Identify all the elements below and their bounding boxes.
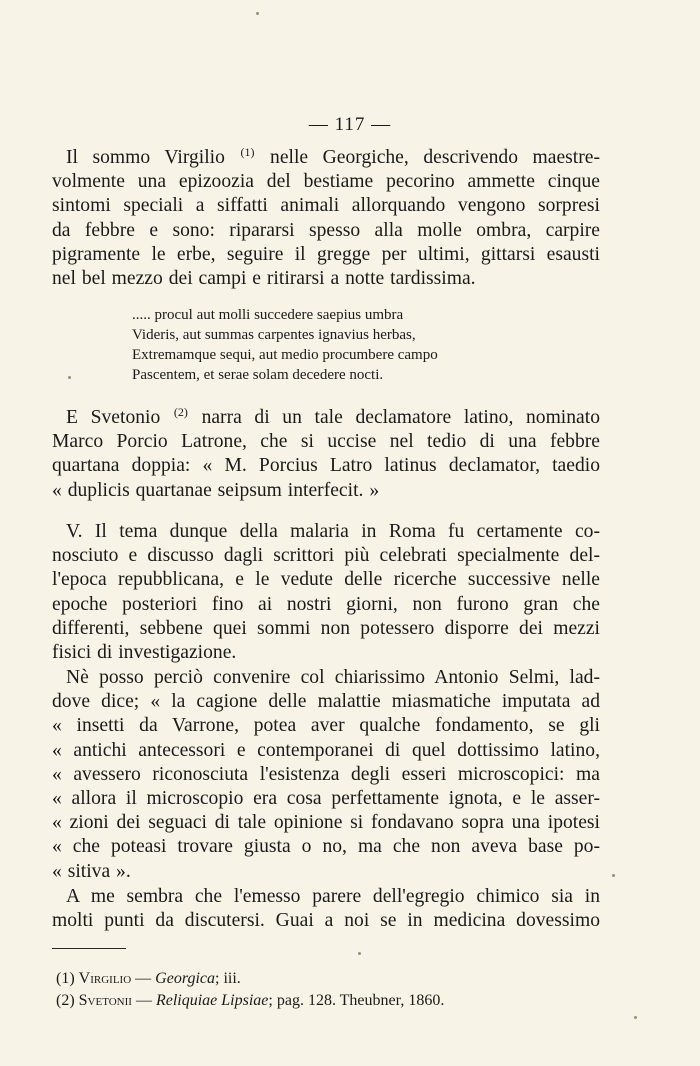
text-line: Il sommo Virgilio $^{(1)}$ nelle Georgiche, descrivendo maestre- <box>66 145 600 168</box>
text-line: l'epoca repubblicana, e le vedute delle ricerche successive nelle <box>52 569 600 591</box>
paper-speck <box>358 952 361 955</box>
text-line: quartana doppia: « M. Porcius Latro latinus declamator, taedio <box>52 455 600 477</box>
paper-speck <box>256 12 259 15</box>
paragraph-opinion <box>52 885 600 933</box>
text-line: molti punti da discutersi. Guai a noi se in medicina dovessimo <box>52 910 600 932</box>
footnotes <box>56 968 444 1012</box>
footnote-ref-1: (1) <box>240 145 255 159</box>
text-line: « allora il microscopio era cosa perfettamente ignota, e le asser- <box>52 788 600 810</box>
paragraph-selmi <box>52 666 600 884</box>
text-line: Marco Porcio Latrone, che si uccise nel tedio di una febbre <box>52 431 600 453</box>
text-line: nel bel mezzo dei campi e ritirarsi a notte tardissima. <box>52 268 476 290</box>
text-line: nosciuto e discusso dagli scrittori più celebrati specialmente del- <box>52 545 600 567</box>
text-line: « sitiva ». <box>52 860 131 882</box>
text-line: « antichi antecessori e contemporanei di quel dottissimo latino, <box>52 739 600 761</box>
footnote-1: (1) Virgilio — Georgica; iii. <box>56 970 241 987</box>
text-line: pigramente le erbe, seguire il gregge per ultimi, gittarsi esausti <box>52 243 600 265</box>
text-line: « insetti da Varrone, potea aver qualche fondamento, se gli <box>52 715 600 737</box>
verse-line: Pascentem, et serae solam decedere nocti. <box>132 367 384 383</box>
text-line: V. Il tema dunque della malaria in Roma fu certamente co- <box>66 521 600 542</box>
text-line: « zioni dei seguaci di tale opinione si fondavano sopra una ipotesi <box>52 812 600 834</box>
footnote-2: (2) Svetonii — Reliquiae Lipsiae; pag. 128. Theubner, 1860. <box>56 992 445 1009</box>
text-line: sintomi speciali a siffatti animali allorquando vengono sorpresi <box>52 195 600 217</box>
text-line: fisici di investigazione. <box>52 642 237 664</box>
latin-verse-quote <box>132 305 438 385</box>
text-line: « duplicis quartanae seipsum interfecit. » <box>52 479 380 501</box>
paper-speck <box>612 874 615 877</box>
text-line: Nè posso perciò convenire col chiarissimo Antonio Selmi, lad- <box>66 667 600 688</box>
text-line: « che poteasi trovare giusta o no, ma che non aveva base po- <box>52 836 600 858</box>
footnote-ref-2: (2) <box>173 405 188 419</box>
text-line: E Svetonio $^{(2)}$ narra di un tale declamatore latino, nominato <box>66 405 600 428</box>
paragraph-svetonio <box>52 400 600 503</box>
paper-speck <box>68 376 71 379</box>
verse-line: ..... procul aut molli succedere saepius umbra <box>132 307 404 323</box>
verse-line: Videris, aut summas carpentes ignavius herbas, <box>132 327 416 343</box>
page-number: — 117 — <box>308 114 392 135</box>
text-line: dove dice; « la cagione delle malattie miasmatiche imputata ad <box>52 691 600 713</box>
paragraph-virgil <box>52 140 600 291</box>
text-line: volmente una epizoozia del bestiame pecorino ammette cinque <box>52 171 600 193</box>
text-line: differenti, sebbene quei sommi non potessero disporre dei mezzi <box>52 617 600 639</box>
footnote-divider <box>52 948 126 949</box>
text-line: epoche posteriori fino ai nostri giorni, non furono gran che <box>52 593 600 615</box>
text-line: « avessero riconosciuta l'esistenza degli esseri microscopici: ma <box>52 763 600 785</box>
text-line: da febbre e sono: ripararsi spesso alla molle ombra, carpire <box>52 219 600 241</box>
verse-line: Extremamque sequi, aut medio procumbere campo <box>132 347 438 363</box>
text-line: A me sembra che l'emesso parere dell'egregio chimico sia in <box>66 886 600 907</box>
paper-speck <box>634 1016 637 1019</box>
paragraph-section-v <box>52 520 600 665</box>
